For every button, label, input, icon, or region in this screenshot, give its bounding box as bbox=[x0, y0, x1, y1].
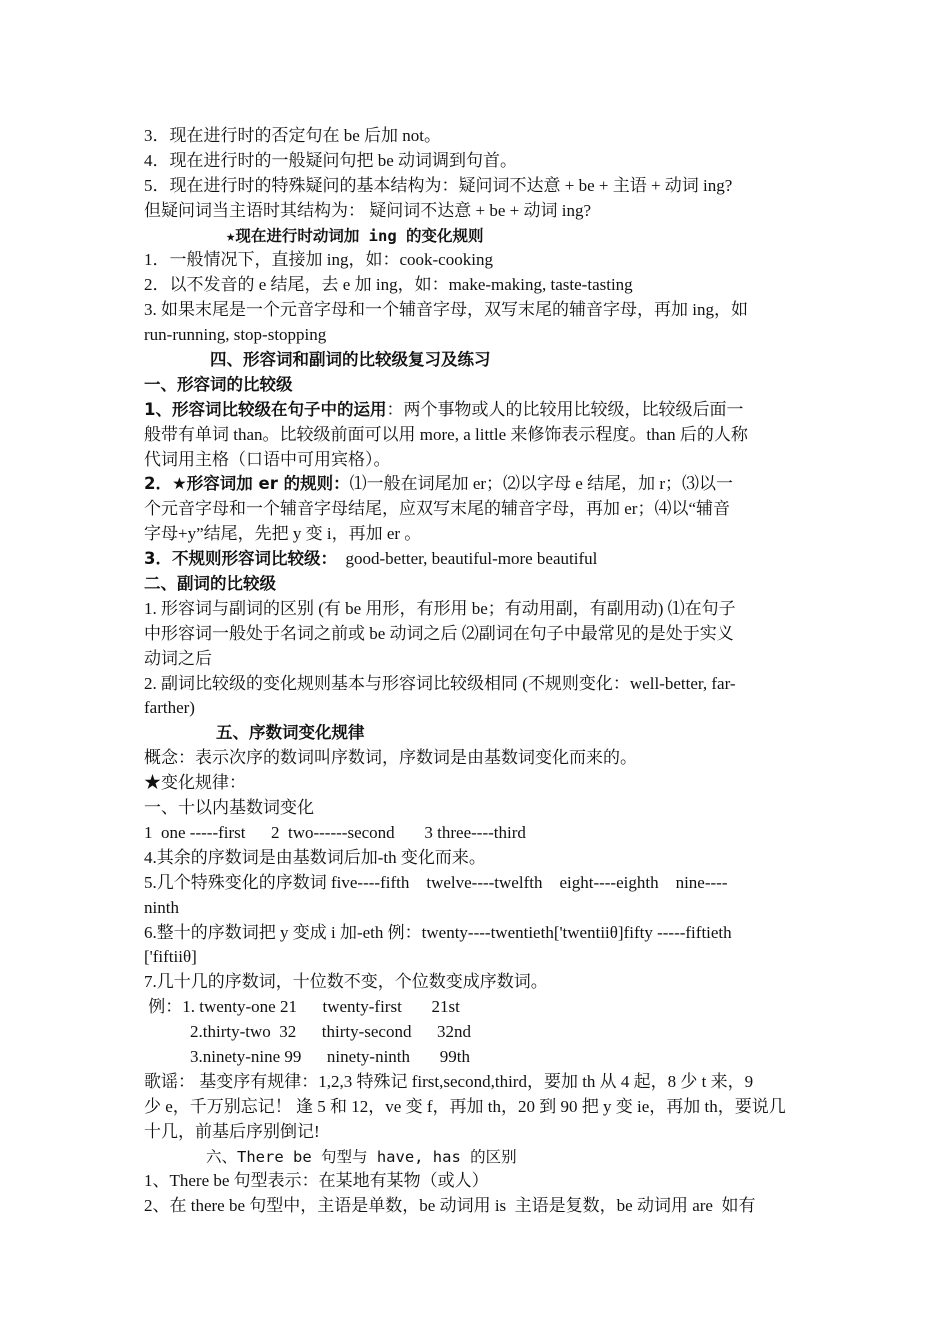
section-heading: 六、There be 句型与 have, has 的区别 bbox=[206, 1147, 517, 1166]
text-line: 4.其余的序数词是由基数词后加-th 变化而来。 bbox=[144, 847, 486, 867]
subsection-heading: 二、副词的比较级 bbox=[144, 574, 276, 594]
text-line: 5．现在进行时的特殊疑问的基本结构为：疑问词不达意 + be + 主语 + 动词 ing? bbox=[144, 175, 733, 195]
text-line: ['fiftiiθ] bbox=[144, 947, 197, 967]
text-line: 一、十以内基数词变化 bbox=[144, 798, 314, 818]
text-line: 3. 如果末尾是一个元音字母和一个辅音字母，双写末尾的辅音字母，再加 ing，如 bbox=[144, 300, 748, 320]
inline-heading: 3．不规则形容词比较级： bbox=[144, 549, 337, 569]
text-line: 4．现在进行时的一般疑问句把 be 动词调到句首。 bbox=[144, 150, 518, 170]
text-line: 代词用主格（口语中可用宾格）。 bbox=[144, 449, 391, 469]
inline-text: ：两个事物或人的比较用比较级，比较级后面一 bbox=[386, 399, 744, 419]
subsection-heading: 一、形容词的比较级 bbox=[144, 374, 293, 394]
text-line: 字母+y”结尾，先把 y 变 i，再加 er 。 bbox=[144, 524, 422, 544]
text-line: 般带有单词 than。比较级前面可以用 more, a little 来修饰表示程度。than 后的人称 bbox=[144, 424, 748, 444]
text-line: ★变化规律： bbox=[144, 773, 246, 793]
text-line: 5.几个特殊变化的序数词 five----fifth twelve----twelfth eight----eighth nine---- bbox=[144, 872, 728, 892]
section-heading: 四、形容词和副词的比较级复习及练习 bbox=[210, 350, 491, 370]
text-line: 1 one -----first 2 two------second 3 three----third bbox=[144, 822, 526, 842]
text-line: 动词之后 bbox=[144, 648, 212, 668]
text-line: 2.thirty-two 32 thirty-second 32nd bbox=[190, 1022, 471, 1042]
text-line: 2. 副词比较级的变化规则基本与形容词比较级相同 (不规则变化：well-better, far- bbox=[144, 673, 736, 693]
text-line: farther) bbox=[144, 698, 195, 718]
section-heading: 五、序数词变化规律 bbox=[216, 723, 365, 743]
text-line: 但疑问词当主语时其结构为： 疑问词不达意 + be + 动词 ing? bbox=[144, 200, 591, 220]
inline-text: good-better, beautiful-more beautiful bbox=[336, 549, 598, 569]
text-line: 1．一般情况下，直接加 ing，如：cook-cooking bbox=[144, 250, 493, 270]
section-heading: ★现在进行时动词加 ing 的变化规则 bbox=[226, 226, 484, 245]
text-line: 歌谣： 基变序有规律：1,2,3 特殊记 first,second,third，要加 th 从 4 起，8 少 t 来，9 bbox=[144, 1071, 754, 1091]
inline-heading: 1、形容词比较级在句子中的运用 bbox=[144, 399, 387, 419]
inline-heading: 2．★形容词加 er 的规则： bbox=[144, 474, 350, 494]
text-line: 2．以不发音的 e 结尾，去 e 加 ing，如：make-making, taste-tasting bbox=[144, 275, 633, 295]
text-line: 少 e，千万别忘记！ 逢 5 和 12，ve 变 f，再加 th，20 到 90 把 y 变 ie，再加 th，要说几 bbox=[144, 1096, 786, 1116]
text-line: 1、There be 句型表示：在某地有某物（或人） bbox=[144, 1171, 489, 1191]
text-line: 6.整十的序数词把 y 变成 i 加-eth 例：twenty----twentieth['twentiiθ]fifty -----fiftieth bbox=[144, 922, 732, 942]
text-line: 3.ninety-nine 99 ninety-ninth 99th bbox=[190, 1046, 470, 1066]
text-line: 1. 形容词与副词的区别 (有 be 用形，有形用 be；有动用副，有副用动) ⑴在句子 bbox=[144, 598, 736, 618]
text-line: 概念：表示次序的数词叫序数词，序数词是由基数词变化而来的。 bbox=[144, 748, 637, 768]
text-line: 个元音字母和一个辅音字母结尾，应双写末尾的辅音字母，再加 er；⑷以“辅音 bbox=[144, 499, 731, 519]
text-line: ninth bbox=[144, 897, 179, 917]
text-line: 3．现在进行时的否定句在 be 后加 not。 bbox=[144, 126, 442, 145]
inline-text: ⑴一般在词尾加 er；⑵以字母 e 结尾，加 r；⑶以一 bbox=[349, 474, 734, 494]
document-page bbox=[144, 124, 808, 1219]
text-line bbox=[144, 472, 808, 497]
text-line: run-running, stop-stopping bbox=[144, 325, 327, 345]
text-line: 2、在 there be 句型中，主语是单数，be 动词用 is 主语是复数，be 动词用 are 如有 bbox=[144, 1196, 756, 1216]
text-line bbox=[144, 398, 808, 423]
text-line: 例：1. twenty-one 21 twenty-first 21st bbox=[144, 997, 460, 1017]
text-line: 7.几十几的序数词，十位数不变，个位数变成序数词。 bbox=[144, 972, 548, 992]
text-line bbox=[144, 547, 808, 572]
text-line: 十几，前基后序别倒记! bbox=[144, 1121, 320, 1141]
text-line: 中形容词一般处于名词之前或 be 动词之后 ⑵副词在句子中最常见的是处于实义 bbox=[144, 623, 734, 643]
